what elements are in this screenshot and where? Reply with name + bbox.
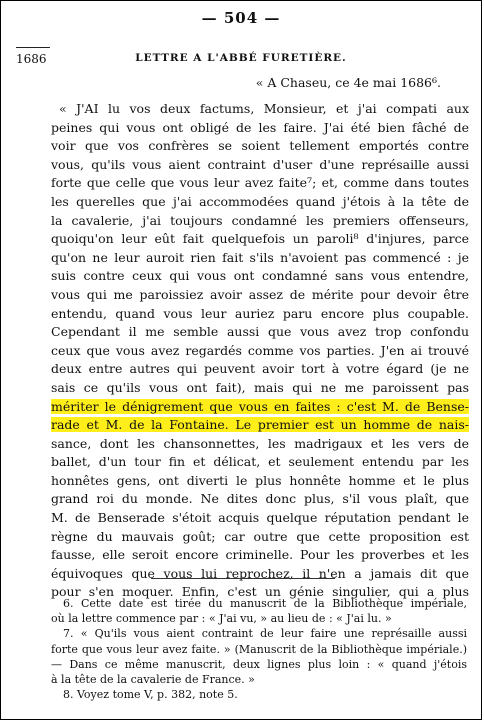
body-line: sais ce qu'ils vous ont fait), mais qui ne me paroissent pas <box>51 379 469 395</box>
footnote-line: 8. Voyez tome V, p. 382, note 5. <box>63 688 238 702</box>
highlight: mériter le dénigrement que vous en faites : c'est M. de Bense- <box>51 398 469 414</box>
body-line: forte que celle que vous leur avez faite⁷; et, comme dans toutes <box>51 175 469 191</box>
body-line: « J'AI lu vos deux factums, Monsieur, et j'ai compati aux <box>59 101 469 116</box>
body-line: vous qui me paroissiez avoir assez de mérite pour devoir être <box>51 286 469 302</box>
body-line-highlighted <box>51 398 469 417</box>
footnote-line: forte que vous leur avez faite. » (Manuscrit de la Bibliothèque impériale.) <box>51 642 467 656</box>
footnote-line: — Dans ce même manuscrit, deux lignes plus loin : « quand j'étois <box>51 657 467 671</box>
body-line: la cavalerie, j'ai toujours condamné les premiers offenseurs, <box>51 212 469 228</box>
page-number: — 504 — <box>201 9 281 27</box>
body-line: peines qui vous ont obligé de les faire. J'ai été bien fâché de <box>51 119 469 135</box>
body-line: Cependant il me semble aussi que vous avez trop confondu <box>51 324 469 340</box>
body-line: fausse, elle seroit encore criminelle. Pour les proverbes et les <box>51 547 469 563</box>
body-line: qu'on ne leur auroit rien fait s'ils n'avoient pas commencé : je <box>51 249 469 265</box>
footnote-line: 6. Cette date est tirée du manuscrit de la Bibliothèque impériale, <box>63 597 467 610</box>
body-line: quoiqu'on leur eût fait quelquefois un paroli⁸ d'injures, parce <box>51 231 469 247</box>
footnote-divider <box>151 578 335 579</box>
letter-body <box>51 100 469 602</box>
body-line: équivoques que vous lui reprochez, il n'en a jamais dit que <box>51 565 469 581</box>
body-line: règne du mauvais goût; car outre que cette proposition est <box>51 528 469 544</box>
running-head: LETTRE A L'ABBÉ FURETIÈRE. <box>135 52 347 64</box>
body-line: entendu, quand vous leur auriez paru encore plus coupable. <box>51 305 469 321</box>
margin-year: 1686 <box>16 52 47 66</box>
body-line: ceux que vous avez regardés comme vos parties. J'en ai trouvé <box>51 342 469 358</box>
footnote-line: à la tête de la cavalerie de France. » <box>51 672 255 686</box>
body-line-highlighted <box>51 416 469 435</box>
footnote-line: où la lettre commence par : « J'ai vu, » au lieu de : « J'ai lu. » <box>51 612 392 626</box>
body-line: M. de Benserade s'étoit acquis quelque réputation pendant le <box>51 510 469 526</box>
body-line: honnêtes gens, ont diverti le plus honnête homme et le plus <box>51 472 469 488</box>
footnote-line: 7. « Qu'ils vous aient contraint de leur faire une représaille aussi <box>63 627 467 641</box>
body-line: sance, dont les chansonnettes, les madrigaux et les vers de <box>51 435 469 451</box>
body-line: grand roi du monde. Ne dites donc plus, s'il vous plaît, que <box>51 491 469 507</box>
body-line: suis contre ceux qui vous ont condamné sans vous entendre, <box>51 268 469 284</box>
footnotes <box>51 596 467 702</box>
highlight: rade et M. de la Fontaine. Le premier est un homme de nais- <box>51 417 469 433</box>
body-line: pour s'en moquer. Enfin, c'est un génie singulier, qui a plus <box>51 584 469 600</box>
margin-rule <box>16 47 50 48</box>
body-line: ballet, d'un tour fin et délicat, et seulement entendu par les <box>51 454 469 470</box>
body-line: deux entre autres qui peuvent avoir tort à votre égard (je ne <box>51 361 469 377</box>
letter-dateline: « A Chaseu, ce 4e mai 1686⁶. <box>255 75 441 90</box>
body-line: les querelles que j'ai accommodées quand j'étois à la tête de <box>51 193 469 209</box>
body-line: vous, qu'ils vous aient contraint d'user d'une représaille aussi <box>51 156 469 172</box>
body-line: voir que vos confrères se soient tellement emportés contre <box>51 138 469 154</box>
